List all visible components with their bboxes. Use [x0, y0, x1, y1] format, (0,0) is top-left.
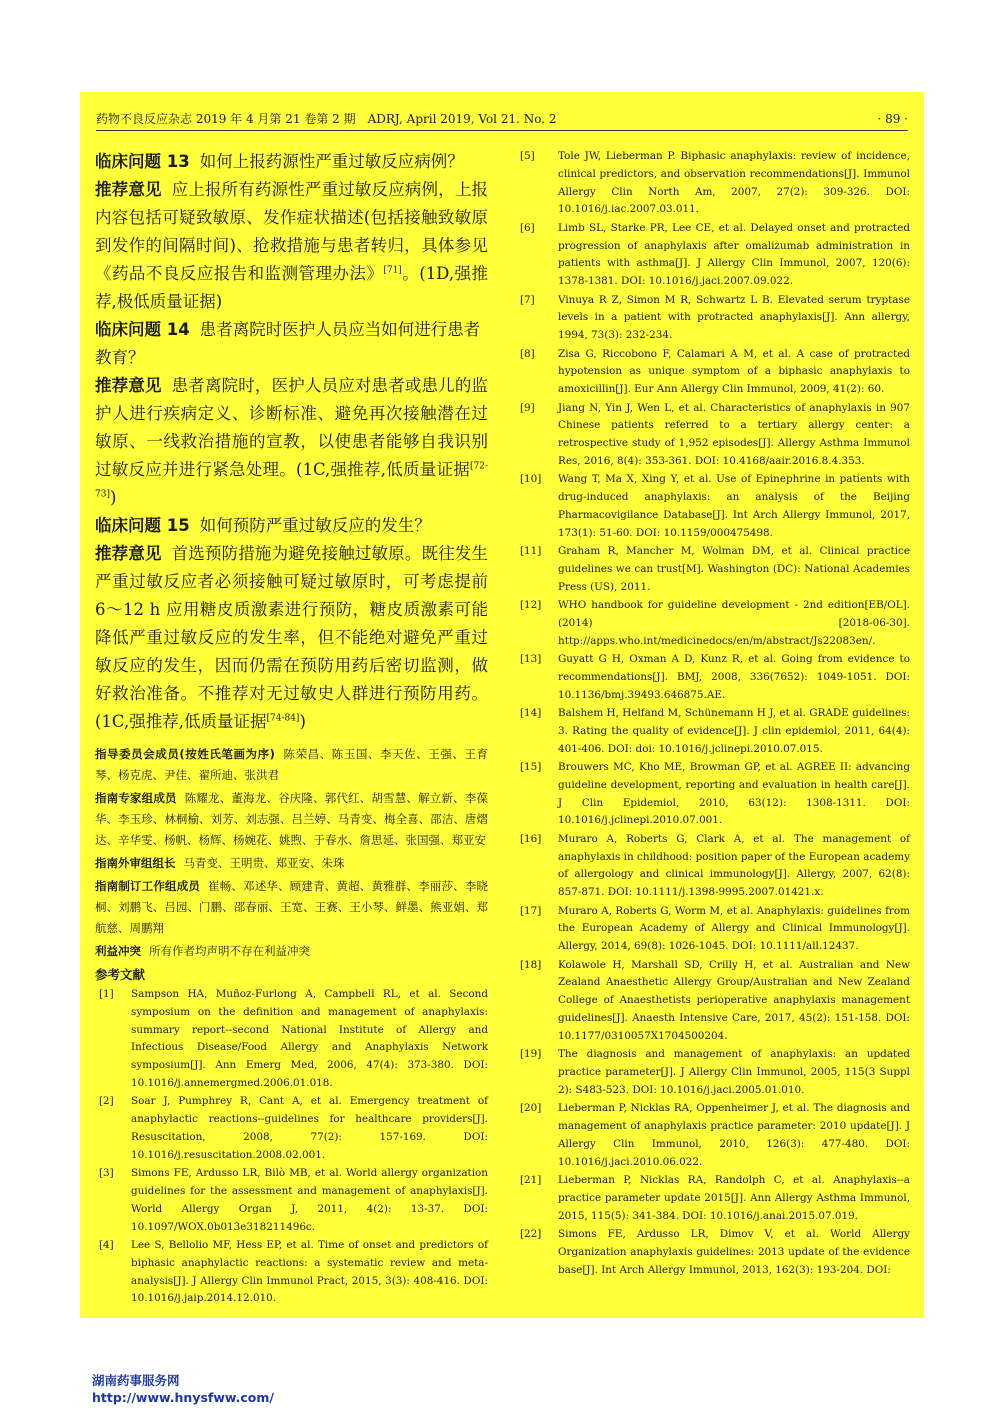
- reference-text: Soar J, Pumphrey R, Cant A, et al. Emergency treatment of anaphylactic reactions--guidelines for healthcare providers[J]. Resuscitation, 2008, 77(2): 157-169. DOI: 10.1016/j.resuscitation.2008.02.001.: [131, 1095, 488, 1161]
- site-name: 湖南药事服务网: [92, 1373, 180, 1388]
- reference-number: [20]: [520, 1102, 542, 1115]
- reference-text: Lieberman P, Nicklas RA, Randolph C, et al. Anaphylaxis--a practice parameter update 2015[J]. Ann Allergy Asthma Immunol, 2015, 115(5): 341-384. DOI: 10.1016/j.anai.2015.07.019.: [558, 1173, 910, 1222]
- reference-number: [18]: [520, 958, 542, 971]
- reference-text: Zisa G, Riccobono F, Calamari A M, et al. A case of protracted hypotension as unique symptom of a biphasic anaphylaxis to amoxicillin[J]. Eur Ann Allergy Clin Immunol, 2009, 41(2): 60.: [558, 347, 910, 396]
- reference-number: [10]: [520, 473, 542, 486]
- external-review-leads: [95, 853, 488, 874]
- reference-text: Muraro A, Roberts G, Clark A, et al. The management of anaphylaxis in childhood: position paper of the European academy of allergology and clinical immunology[J]. Allergy, 2007, 62(8): 857-871. DOI: 10.1111/j.1398-9995.2007.01421.x.: [558, 832, 910, 899]
- citation: [74-84]: [266, 713, 300, 724]
- left-column: [95, 148, 488, 1309]
- reference-number: [22]: [520, 1227, 542, 1240]
- reference-number: [7]: [520, 293, 535, 306]
- reference-text: Muraro A, Roberts G, Worm M, et al. Anaphylaxis: guidelines from the European Academy of Allergy and Clinical Immunology[J]. Allergy, 2014, 69(8): 1026-1045. DOI: 10.1111/all.12437.: [558, 904, 910, 953]
- reference-number: [5]: [520, 150, 535, 162]
- question-text: 如何上报药源性严重过敏反应病例？: [199, 152, 464, 171]
- reference-number: [6]: [520, 221, 535, 234]
- page-number: · 89 ·: [877, 112, 908, 126]
- reference-number: [2]: [99, 1095, 114, 1108]
- section-question-14: [95, 316, 488, 512]
- recommendation-grade: ): [109, 488, 117, 507]
- reference-number: [12]: [520, 599, 542, 612]
- right-column: [520, 148, 910, 1280]
- committee-members: 崔畅、邓述华、顾建青、黄超、黄雅群、李丽莎、李晓桐、刘鹏飞、吕园、门鹏、邵春丽、王宽、王赛、王小琴、鲜墨、熊亚娟、郑航慈、周鹏翔: [95, 879, 488, 935]
- references-list-left: [95, 986, 488, 1308]
- reference-item: [95, 986, 488, 1093]
- reference-text: Lee S, Bellolio MF, Hess EP, et al. Time of onset and predictors of biphasic anaphylactic reactions: a systematic review and meta-analysis[J]. J Allergy Clin Immunol Pract, 2015, 3(3): 408-416. DOI: 10.1016/j.jaip.2014.12.010.: [131, 1238, 488, 1305]
- reference-item: [520, 957, 910, 1046]
- question-heading: [95, 316, 488, 372]
- reference-item: [520, 148, 910, 219]
- recommendation-label: 推荐意见: [95, 376, 162, 395]
- reference-item: [520, 220, 910, 291]
- reference-number: [8]: [520, 347, 535, 360]
- question-heading: [95, 148, 488, 176]
- committee-members: 所有作者均声明不存在利益冲突: [149, 944, 310, 958]
- running-header: [96, 108, 908, 131]
- reference-number: [19]: [520, 1048, 542, 1061]
- reference-item: [520, 759, 910, 830]
- reference-text: Vinuya R Z, Simon M R, Schwartz L B. Elevated serum tryptase levels in a patient with protracted anaphylaxis[J]. Ann allergy, 1994, 73(3): 232-234.: [558, 293, 910, 342]
- journal-citation: 药物不良反应杂志 2019 年 4 月第 21 卷第 2 期 ADRJ, April 2019, Vol 21. No. 2: [96, 112, 557, 126]
- reference-number: [21]: [520, 1173, 542, 1186]
- reference-number: [13]: [520, 653, 542, 666]
- conflict-of-interest: [95, 941, 488, 962]
- recommendation-text: 应上报所有药源性严重过敏反应病例，上报内容包括可疑致敏原、发作症状描述(包括接触致敏原到发作的间隔时间)、抢救措施与患者转归，具体参见《药品不良反应报告和监测管理办法》: [95, 180, 489, 283]
- recommendation-label: 推荐意见: [95, 544, 162, 563]
- reference-text: Tole JW, Lieberman P. Biphasic anaphylaxis: review of incidence, clinical predictors, and observation recommendations[J]. Immunol Allergy Clin North Am, 2007, 27(2): 309-326. DOI: 10.1016/j.iac.2007.03.011.: [558, 150, 910, 216]
- reference-text: Balshem H, Helfand M, Schünemann H J, et al. GRADE guidelines: 3. Rating the quality of evidence[J]. J clin epidemiol, 2011, 64(4): 401-406. DOI: doi: 10.1016/j.jclinepi.2010.07.015.: [558, 707, 910, 755]
- reference-item: [95, 1237, 488, 1308]
- recommendation-grade: ): [299, 712, 306, 731]
- reference-item: [520, 1172, 910, 1225]
- reference-item: [520, 705, 910, 758]
- committee-members: 陈荣昌、陈玉国、李天佐、王强、王育琴、杨克虎、尹佳、翟所迪、张洪君: [95, 747, 489, 782]
- committee-block: [95, 744, 488, 962]
- expert-panel: [95, 788, 488, 851]
- reference-item: [520, 597, 910, 650]
- question-heading: [95, 512, 488, 540]
- reference-text: Lieberman P, Nicklas RA, Oppenheimer J, et al. The diagnosis and management of anaphylaxis practice parameter: 2010 update[J]. J Allergy Clin Immunol, 2010, 126(3): 477-480. DOI: 10.1016/j.jaci.2010.06.022.: [558, 1102, 910, 1168]
- reference-number: [9]: [520, 401, 535, 414]
- section-question-13: [95, 148, 488, 316]
- recommendation-grade: 。(1D,强推荐,极低质量证据): [95, 264, 488, 311]
- reference-text: Simons FE, Ardusso LR, Dimov V, et al. World Allergy Organization anaphylaxis guidelines: 2013 update of the evidence base[J]. Int Arch Allergy Immunol, 2013, 162(3): 193-204. DOI:: [558, 1227, 910, 1276]
- reference-item: [520, 400, 910, 471]
- journal-page: [80, 92, 924, 1318]
- reference-item: [520, 346, 910, 399]
- question-text: 如何预防严重过敏反应的发生？: [199, 516, 431, 535]
- recommendation-text: 首选预防措施为避免接触过敏原。既往发生严重过敏反应者必须接触可疑过敏原时，可考虑提前 6～12 h 应用糖皮质激素进行预防，糖皮质激素可能降低严重过敏反应的发生率，但不能绝对避免严重过敏反应的发生，因而仍需在预防用药后密切监测，做好救治准备。不推荐对无过敏史人群进行预防用药。(1C,强推荐,低质量证据: [95, 544, 489, 731]
- recommendation-text: 患者离院时，医护人员应对患者或患儿的监护人进行疾病定义、诊断标准、避免再次接触潜在过敏原、一线救治措施的宣教，以使患者能够自我识别过敏反应并进行紧急处理。(1C,强推荐,低质量证据: [95, 376, 489, 479]
- reference-number: [17]: [520, 904, 542, 917]
- recommendation: [95, 540, 488, 736]
- reference-item: [520, 292, 910, 345]
- references-heading: 参考文献: [95, 967, 146, 982]
- reference-text: Wang T, Ma X, Xing Y, et al. Use of Epinephrine in patients with drug-induced anaphylaxis: an analysis of the Beijing Pharmacovigilance Database[J]. Int Arch Allergy Immunol, 2017, 173(1): 51-60. DOI: 10.1159/000475498.: [558, 473, 910, 539]
- question-text: 患者离院时医护人员应当如何进行患者教育？: [95, 320, 481, 367]
- reference-item: [95, 1165, 488, 1236]
- reference-text: Kolawole H, Marshall SD, Crilly H, et al. Australian and New Zealand Anaesthetic Allergy Group/Australian and New Zealand College of Anaesthetists perioperative anaphylaxis management guidelines[J]. Anaesth Intensive Care, 2017, 45(2): 151-158. DOI: 10.1177/0310057X1704500204.: [558, 958, 910, 1042]
- reference-text: Graham R, Mancher M, Wolman DM, et al. Clinical practice guidelines we can trust[M]. Washington (DC): National Academies Press (US), 2011.: [558, 545, 910, 593]
- question-label: 临床问题 15: [95, 516, 190, 535]
- committee-label: 指南专家组成员: [95, 791, 177, 805]
- reference-item: [520, 903, 910, 956]
- question-label: 临床问题 14: [95, 320, 190, 339]
- reference-number: [3]: [99, 1167, 114, 1180]
- reference-text: Guyatt G H, Oxman A D, Kunz R, et al. Going from evidence to recommendations[J]. BMJ, 2008, 336(7652): 1049-1051. DOI: 10.1136/bmj.39493.646875.AE.: [558, 653, 910, 701]
- working-group: [95, 876, 488, 939]
- citation: [72-73]: [95, 461, 488, 500]
- reference-text: WHO handbook for guideline development - 2nd edition[EB/OL]. (2014) [2018-06-30]. http://apps.who.int/medicinedocs/en/m/abstract/Js22083en/.: [558, 599, 910, 647]
- reference-number: [1]: [99, 988, 114, 1000]
- reference-item: [520, 1046, 910, 1099]
- reference-item: [520, 1100, 910, 1171]
- reference-item: [520, 543, 910, 596]
- reference-number: [14]: [520, 707, 542, 720]
- committee-label: 指南外审组组长: [95, 856, 176, 870]
- reference-item: [520, 1226, 910, 1279]
- committee-label: 指导委员会成员(按姓氏笔画为序): [95, 747, 275, 761]
- committee-label: 利益冲突: [95, 944, 141, 958]
- reference-number: [15]: [520, 761, 542, 774]
- section-question-15: [95, 512, 488, 736]
- committee-label: 指南制订工作组成员: [95, 879, 201, 893]
- reference-text: Brouwers MC, Kho ME, Browman GP, et al. AGREE II: advancing guideline development, reporting and evaluation in health care[J]. J Clin Epidemiol, 2010, 63(12): 1308-1311. DOI: 10.1016/j.jclinepi.2010.07.001.: [558, 761, 910, 827]
- reference-number: [16]: [520, 832, 542, 845]
- recommendation: [95, 372, 488, 512]
- steering-committee: [95, 744, 488, 786]
- reference-text: Simons FE, Ardusso LR, Bilò MB, et al. World allergy organization guidelines for the assessment and management of anaphylaxis[J]. World Allergy Organ J, 2011, 4(2): 13-37. DOI: 10.1097/WOX.0b013e318211496c.: [131, 1167, 488, 1233]
- question-label: 临床问题 13: [95, 152, 190, 171]
- site-watermark: [92, 1372, 274, 1406]
- reference-number: [4]: [99, 1238, 114, 1251]
- site-url[interactable]: http://www.hnysfww.com/: [92, 1390, 274, 1405]
- reference-number: [11]: [520, 545, 542, 558]
- reference-item: [520, 831, 910, 902]
- reference-item: [520, 651, 910, 704]
- reference-text: Jiang N, Yin J, Wen L, et al. Characteristics of anaphylaxis in 907 Chinese patients referred to a tertiary allergy center: a retrospective study of 1,952 episodes[J]. Allergy Asthma Immunol Res, 2016, 8(4): 353-361. DOI: 10.4168/aair.2016.8.4.353.: [558, 401, 910, 467]
- reference-text: Sampson HA, Muñoz-Furlong A, Campbell RL, et al. Second symposium on the definition and management of anaphylaxis: summary report--second National Institute of Allergy and Infectious Disease/Food Allergy and Anaphylaxis Network symposium[J]. Ann Emerg Med, 2006, 47(4): 373-380. DOI: 10.1016/j.annemergmed.2006.01.018.: [131, 988, 488, 1089]
- reference-text: Limb SL, Starke PR, Lee CE, et al. Delayed onset and protracted progression of anaphylaxis after omalizumab administration in patients with asthma[J]. J Allergy Clin Immunol, 2007, 120(6): 1378-1381. DOI: 10.1016/j.jaci.2007.09.022.: [558, 221, 910, 288]
- reference-text: The diagnosis and management of anaphylaxis: an updated practice parameter[J]. J Allergy Clin Immunol, 2005, 115(3 Suppl 2): S483-523. DOI: 10.1016/j.jaci.2005.01.010.: [558, 1048, 910, 1096]
- committee-members: 马青变、王明贵、郑亚安、朱珠: [183, 856, 345, 870]
- reference-item: [520, 471, 910, 542]
- recommendation-label: 推荐意见: [95, 180, 162, 199]
- reference-item: [95, 1093, 488, 1164]
- citation: [71]: [383, 265, 402, 276]
- references-list-right: [520, 148, 910, 1279]
- committee-members: 陈耀龙、董海龙、谷庆隆、郭代红、胡雪慧、解立新、李葆华、李玉珍、林桐榆、刘芳、刘志强、吕兰婷、马青变、梅全喜、邵洁、唐熠达、辛华雯、杨帆、杨辉、杨婉花、姚煦、于春水、詹思延、张国强、郑亚安: [95, 791, 488, 847]
- recommendation: [95, 176, 488, 316]
